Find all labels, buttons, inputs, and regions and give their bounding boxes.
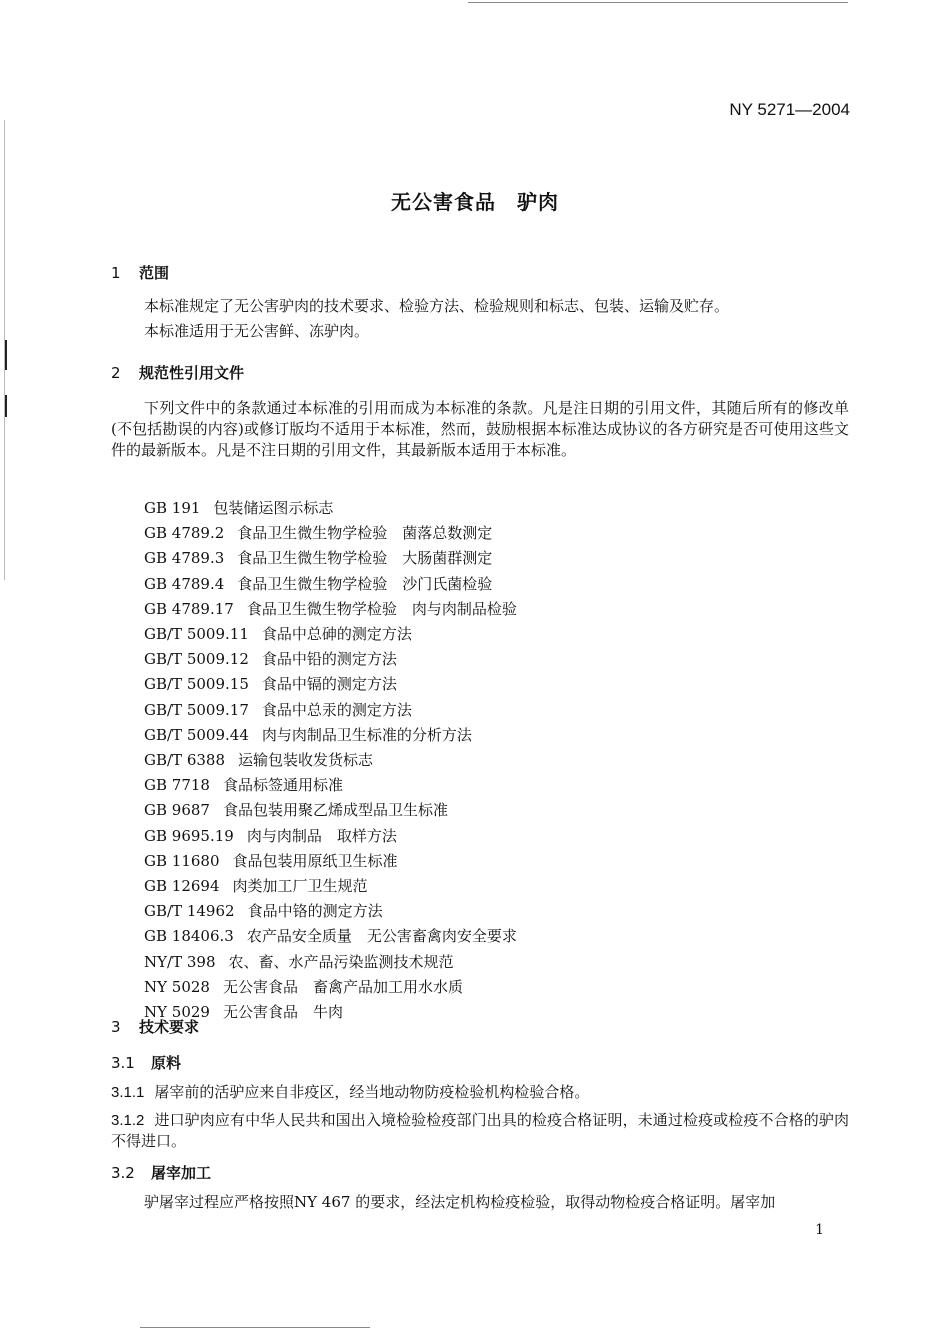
clause-3-1-2-number: 3.1.2 bbox=[111, 1112, 145, 1129]
reference-title: 食品包装用聚乙烯成型品卫生标准 bbox=[222, 801, 448, 820]
reference-title: 食品中镉的测定方法 bbox=[261, 675, 397, 694]
reference-title: 农、畜、水产品污染监测技术规范 bbox=[228, 952, 454, 971]
reference-code: GB 18406.3 bbox=[144, 927, 234, 946]
reference-title: 食品中总砷的测定方法 bbox=[261, 625, 412, 643]
reference-code: GB 4789.4 bbox=[144, 574, 225, 593]
section-3-number: 3 bbox=[111, 1018, 121, 1036]
reference-code: NY/T 398 bbox=[144, 952, 216, 971]
reference-code: GB 4789.3 bbox=[144, 549, 225, 568]
reference-code: GB 7718 bbox=[144, 776, 210, 795]
reference-title: 食品卫生微生物学检验 大肠菌群测定 bbox=[237, 549, 493, 568]
document-title: 无公害食品 驴肉 bbox=[391, 190, 559, 214]
section-2-number: 2 bbox=[111, 364, 121, 382]
reference-item bbox=[144, 749, 373, 770]
section-2-label: 规范性引用文件 bbox=[139, 364, 245, 382]
reference-code: NY 5029 bbox=[144, 1003, 210, 1021]
section-3-1-label: 原料 bbox=[151, 1054, 182, 1072]
section-3-2-label: 屠宰加工 bbox=[151, 1164, 212, 1182]
section-3-label: 技术要求 bbox=[139, 1018, 200, 1036]
reference-code: GB 9687 bbox=[144, 801, 210, 820]
reference-item bbox=[144, 799, 448, 820]
left-edge-mark-dark-2 bbox=[5, 395, 7, 417]
bottom-edge-rule bbox=[140, 1327, 370, 1328]
reference-item bbox=[144, 724, 472, 745]
section-1-number: 1 bbox=[111, 264, 121, 282]
left-edge-mark-dark bbox=[5, 340, 7, 370]
section-3-1-heading bbox=[111, 1052, 181, 1073]
reference-code: GB 4789.2 bbox=[144, 524, 225, 543]
clause-3-1-1-number: 3.1.1 bbox=[111, 1084, 145, 1101]
reference-title: 食品卫生微生物学检验 肉与肉制品检验 bbox=[246, 599, 517, 618]
clause-3-1-2-text: 进口驴肉应有中华人民共和国出入境检验检疫部门出具的检疫合格证明，未通过检疫或检疫不合格的驴肉不得进口。 bbox=[111, 1111, 849, 1150]
section-3-2-number: 3.2 bbox=[111, 1164, 135, 1182]
reference-item bbox=[144, 648, 397, 669]
reference-title: 食品包装用原纸卫生标准 bbox=[232, 851, 398, 870]
reference-code: GB 11680 bbox=[144, 851, 220, 870]
clause-3-1-1 bbox=[111, 1080, 589, 1105]
reference-title: 肉与肉制品 取样方法 bbox=[246, 826, 397, 845]
section-2-intro: 下列文件中的条款通过本标准的引用而成为本标准的条款。凡是注日期的引用文件，其随后所有的修改单(不包括勘误的内容)或修订版均不适用于本标准，然而，鼓励根据本标准达成协议的各方研究是否可使用这些文件的最新版本。凡是不注日期的引用文件，其最新版本适用于本标准。 bbox=[111, 399, 849, 459]
reference-item bbox=[144, 774, 343, 795]
clause-3-1-2 bbox=[111, 1110, 849, 1152]
reference-title: 肉类加工厂卫生规范 bbox=[232, 877, 368, 895]
reference-item bbox=[144, 699, 412, 720]
reference-code: GB/T 5009.12 bbox=[144, 650, 249, 669]
reference-item bbox=[144, 623, 412, 644]
section-1-label: 范围 bbox=[139, 264, 170, 282]
reference-title: 食品中铅的测定方法 bbox=[261, 650, 397, 669]
reference-title: 食品标签通用标准 bbox=[222, 776, 343, 795]
section-1-paragraph-1: 本标准规定了无公害驴肉的技术要求、检验方法、检验规则和标志、包装、运输及贮存。 bbox=[144, 297, 730, 315]
reference-code: GB/T 5009.15 bbox=[144, 675, 249, 694]
reference-code: GB 191 bbox=[144, 499, 201, 517]
section-3-2-text: 驴屠宰过程应严格按照NY 467 的要求，经法定机构检疫检验，取得动物检疫合格证明。屠宰加 bbox=[144, 1193, 776, 1211]
reference-code: GB/T 14962 bbox=[144, 902, 235, 921]
reference-item bbox=[144, 598, 517, 619]
reference-title: 食品卫生微生物学检验 沙门氏菌检验 bbox=[237, 574, 493, 593]
reference-item bbox=[144, 875, 368, 896]
section-1-paragraph-2: 本标准适用于无公害鲜、冻驴肉。 bbox=[144, 322, 370, 340]
reference-code: GB/T 5009.17 bbox=[144, 700, 249, 719]
reference-title: 食品中总汞的测定方法 bbox=[261, 700, 412, 719]
clause-3-1-1-text: 屠宰前的活驴应来自非疫区，经当地动物防疫检验机构检验合格。 bbox=[154, 1083, 590, 1101]
reference-item bbox=[144, 547, 492, 568]
page-number: 1 bbox=[815, 1222, 824, 1238]
section-1-heading bbox=[111, 262, 169, 283]
reference-title: 食品中铬的测定方法 bbox=[247, 902, 383, 921]
reference-title: 农产品安全质量 无公害畜禽肉安全要求 bbox=[246, 927, 517, 946]
reference-item bbox=[144, 850, 398, 871]
reference-code: GB/T 6388 bbox=[144, 751, 226, 769]
reference-title: 运输包装收发货标志 bbox=[238, 751, 374, 769]
reference-title: 肉与肉制品卫生标准的分析方法 bbox=[261, 725, 472, 744]
reference-title: 无公害食品 畜禽产品加工用水水质 bbox=[222, 977, 463, 996]
reference-item bbox=[144, 825, 397, 846]
standard-number: NY 5271—2004 bbox=[729, 100, 850, 119]
section-2-heading bbox=[111, 362, 244, 383]
reference-item bbox=[144, 673, 397, 694]
reference-code: GB/T 5009.44 bbox=[144, 725, 249, 744]
reference-code: GB 4789.17 bbox=[144, 599, 234, 618]
reference-title: 食品卫生微生物学检验 菌落总数测定 bbox=[237, 524, 493, 543]
reference-code: NY 5028 bbox=[144, 977, 210, 996]
reference-item bbox=[144, 925, 517, 946]
reference-item bbox=[144, 976, 463, 997]
reference-code: GB 12694 bbox=[144, 877, 220, 895]
section-3-heading bbox=[111, 1016, 199, 1037]
reference-code: GB 9695.19 bbox=[144, 826, 234, 845]
reference-item bbox=[144, 951, 454, 972]
reference-code: GB/T 5009.11 bbox=[144, 625, 249, 643]
section-3-1-number: 3.1 bbox=[111, 1054, 135, 1072]
reference-title: 包装储运图示标志 bbox=[213, 499, 334, 517]
reference-title: 无公害食品 牛肉 bbox=[222, 1003, 343, 1021]
section-3-2-heading bbox=[111, 1162, 211, 1183]
reference-item bbox=[144, 900, 383, 921]
reference-item bbox=[144, 522, 492, 543]
top-edge-rule bbox=[468, 2, 848, 3]
reference-item bbox=[144, 497, 333, 518]
reference-item bbox=[144, 573, 492, 594]
